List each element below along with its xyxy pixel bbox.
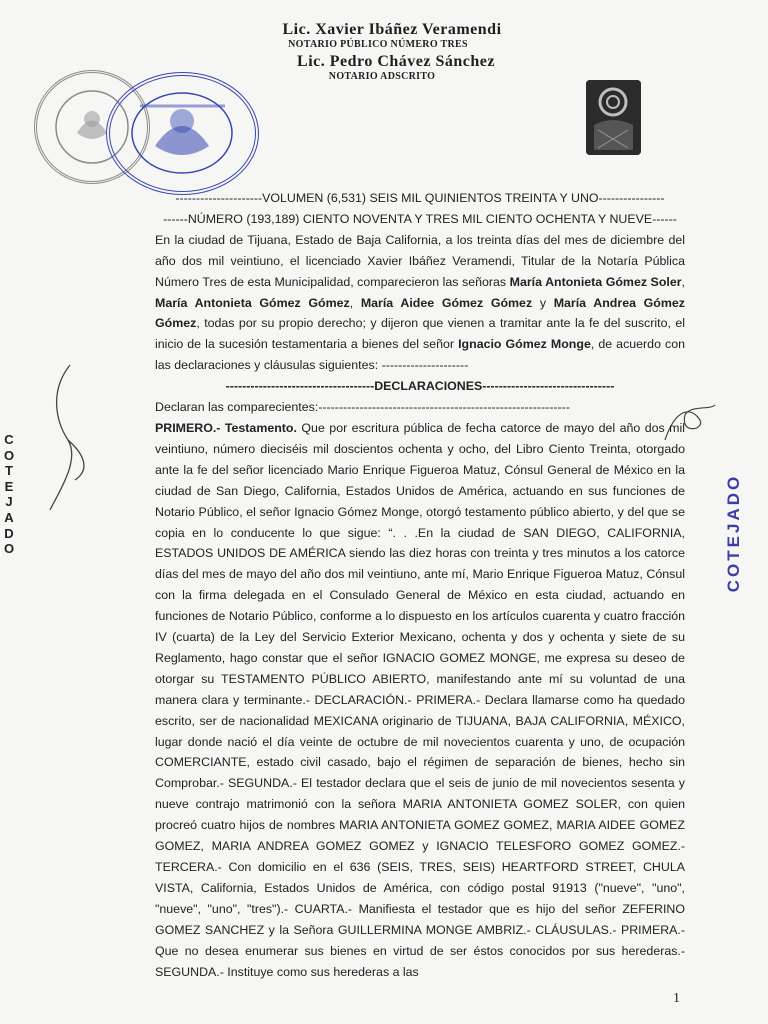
notary-name: Lic. Xavier Ibáñez Veramendi bbox=[282, 21, 502, 38]
volume-line: ---------------------VOLUMEN (6,531) SEIS MIL QUINIENTOS TREINTA Y UNO---------------- bbox=[175, 191, 665, 205]
number-line: ------NÚMERO (193,189) CIENTO NOVENTA Y TRES MIL CIENTO OCHENTA Y NUEVE------ bbox=[163, 211, 677, 226]
appearer-name-4: María Andrea Gómez Gómez bbox=[155, 295, 685, 331]
decedent-name: Ignacio Gómez Monge bbox=[458, 337, 591, 352]
appearer-name-3: María Aidee Gómez Gómez bbox=[360, 295, 533, 310]
intro-text-1: En la ciudad de Tijuana, Estado de Baja California, a los treinta días del mes de diciembre del año dos mil veintiuno, el licenciado Xavier Ibáñez Veramendi, Titular de la Notaría Pública Número Tres de esta Municipalidad, comparecieron las señoras bbox=[155, 232, 685, 289]
declaran-line: Declaran las comparecientes:------------------------------------------------------------- bbox=[155, 400, 570, 415]
cotejado-letter: O bbox=[3, 541, 15, 557]
notary-title: NOTARIO PÚBLICO NÚMERO TRES bbox=[288, 39, 468, 50]
assistant-notary-name: Lic. Pedro Chávez Sánchez bbox=[297, 53, 495, 70]
page-number: 1 bbox=[673, 991, 680, 1006]
notarial-deed-text bbox=[155, 188, 685, 982]
cotejado-letter: T bbox=[5, 463, 13, 479]
cotejado-stamp-left bbox=[2, 432, 16, 557]
intro-text-2: , todas por su propio derecho; y dijeron que vienen a tramitar ante la fe del suscrito, el inicio de la sucesión testamentaria a bienes del señor bbox=[155, 316, 685, 352]
primero-label: PRIMERO.- Testamento. bbox=[155, 420, 297, 435]
primero-paragraph bbox=[155, 418, 685, 982]
cotejado-letter: E bbox=[4, 478, 14, 494]
notary-seal-blue bbox=[106, 72, 259, 195]
primero-text: Que por escritura pública de fecha catorce de mayo del año dos mil veintiuno, número dieciséis mil doscientos ochenta y ocho, del Libro Ciento Treinta, otorgado ante la fe del señor licenciado Mario Enrique Figueroa Matuz, Cónsul General de México en la ciudad de San Diego, California, Estados Unidos de América, actuando en sus funciones de Notario Público, el señor Ignacio Gómez Monge, otorgó testamento público abierto, y del que se copia en lo conducente lo que sigue: “. . .En la ciudad de SAN DIEGO, CALIFORNIA, ESTADOS UNIDOS DE AMÉRICA siendo las diez horas con treinta y tres minutos a los catorce días del mes de mayo del año dos mil veintiuno, ante mí, Mario Enrique Figueroa Matuz, Cónsul con la firma delegada en el Consulado General de México en esta ciudad, actuando en funciones de Notario Público, conforme a lo dispuesto en los artículos cuarenta y cuatro fracción IV (cuarta) de la Ley del Servicio Exterior Mexicano, ochenta y dos y ochenta y siete de su Reglamento, hago constar que el señor IGNACIO GOMEZ MONGE, me expresa su deseo de otorgar su TESTAMENTO PÚBLICO ABIERTO, manifestando ante mí su voluntad de una manera clara y terminante.- DECLARACIÓN.- PRIMERA.- Declara llamarse como ha quedado escrito, ser de nacionalidad MEXICANA originario de TIJUANA, BAJA CALIFORNIA, MÉXICO, lugar donde nació el día veinte de octubre de mil novecientos cuarenta y uno, de ocupación COMERCIANTE, estado civil casado, bajo el régimen de separación de bienes, hecho sin Comprobar.- SEGUNDA.- El testador declara que el seis de junio de mil novecientos sesenta y nueve contrajo matrimonió con la señora MARIA ANTONIETA GOMEZ SOLER, con quien procreó cuatro hijos de nombres MARIA ANTONIETA GOMEZ GOMEZ, MARIA AIDEE GOMEZ GOMEZ, MARIA ANDREA GOMEZ GOMEZ y IGNACIO TELESFORO GOMEZ GOMEZ.- TERCERA.- Con domicilio en el 636 (SEIS, TRES, SEIS) HEARTFORD STREET, CHULA VISTA, California, Estados Unidos de América, con código postal 91913 ("nueve", "uno", "nueve", "uno", "tres").- CUARTA.- Manifiesta el testador que es hijo del señor ZEFERINO GOMEZ SANCHEZ y la Señora GUILLERMINA MONGE AMBRIZ.- CLÁUSULAS.- PRIMERA.- Que no desea enumerar sus bienes en virtud de ser éstos conocidos por sus herederas.- SEGUNDA.- Instituye como sus herederas a las bbox=[155, 420, 685, 979]
handwritten-signature-left bbox=[30, 360, 100, 524]
cotejado-letter: C bbox=[4, 432, 14, 447]
cotejado-letter: O bbox=[3, 447, 15, 463]
declaraciones-heading: ------------------------------------DECLARACIONES-------------------------------- bbox=[225, 379, 615, 394]
cotejado-letter: D bbox=[4, 525, 14, 541]
appearer-name-1: María Antonieta Gómez Soler bbox=[509, 274, 682, 289]
security-hologram bbox=[586, 80, 641, 155]
cotejado-stamp-right: COTEJADO bbox=[724, 473, 743, 593]
assistant-notary-title: NOTARIO ADSCRITO bbox=[328, 71, 436, 82]
cotejado-letter: A bbox=[4, 509, 14, 525]
intro-paragraph: En la ciudad de Tijuana, Estado de Baja California, a los treinta días del mes de diciembre del año dos mil veintiuno, el licenciado Xavier Ibáñez Veramendi, Titular de la Notaría Pública Número Tres de esta Municipalidad, comparecieron las señoras María Antonieta Gómez Soler, María Antonieta Gómez Gómez, María Aidee Gómez Gómez y María Andrea Gómez Gómez, todas por su propio derecho; y dijeron que vienen a tramitar ante la fe del suscrito, el inicio de la sucesión testamentaria a bienes del señor Ignacio Gómez Monge, de acuerdo con las declaraciones y cláusulas siguientes: --------------------- bbox=[155, 232, 685, 373]
appearer-name-2: María Antonieta Gómez Gómez bbox=[155, 295, 350, 310]
intro-text-3: , de acuerdo con las declaraciones y cláusulas siguientes: --------------------- bbox=[155, 337, 685, 373]
cotejado-letter: J bbox=[5, 494, 13, 510]
